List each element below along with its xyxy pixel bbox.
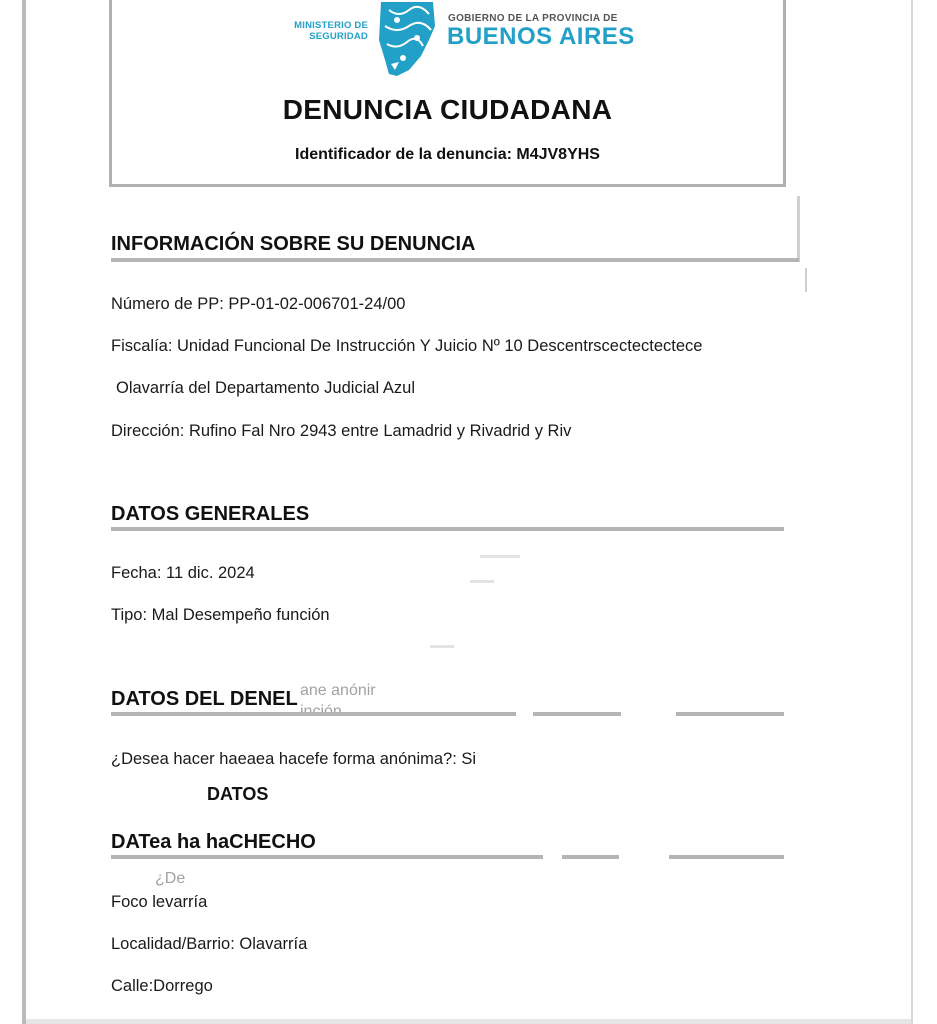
document-title: DENUNCIA CIUDADANA [282, 94, 613, 125]
anonymous-question: ¿Desea hacer haeaea hacefe forma anónima?: Si [111, 750, 477, 768]
pp-number: Número de PP: PP-01-02-006701-24/00 [111, 295, 406, 313]
page-edge-left [22, 0, 26, 1024]
scan-artifact [480, 555, 520, 558]
overlap-heading: DATOS [207, 784, 269, 804]
fiscalia: Fiscalía: Unidad Funcional De Instrucción Y Juicio Nº 10 Descentrscectectectece [111, 337, 703, 355]
scan-artifact [430, 645, 454, 648]
type: Tipo: Mal Desempeño función [111, 606, 330, 624]
complaint-identifier: Identificador de la denuncia: M4JV8YHS [295, 146, 600, 163]
section-rule [533, 712, 621, 716]
section-heading-complainant: DATOS DEL DENEL [111, 688, 298, 710]
section-heading-info: INFORMACIÓN SOBRE SU DENUNCIA [111, 233, 476, 255]
section-heading-incident: DATea ha haCHECHO [111, 831, 316, 853]
fiscalia-continued: Olavarría del Departamento Judicial Azul [116, 379, 415, 397]
page-bottom-edge [26, 1019, 911, 1024]
section-rule [111, 855, 543, 859]
section-heading-general: DATOS GENERALES [111, 503, 310, 525]
locality: Localidad/Barrio: Olavarría [111, 935, 308, 953]
section-rule [111, 527, 784, 531]
section-rule [562, 855, 619, 859]
section-rule [111, 712, 516, 716]
scan-artifact [470, 580, 494, 583]
date: Fecha: 11 dic. 2024 [111, 564, 255, 582]
document-header [109, 0, 786, 187]
section-rule [111, 258, 799, 262]
scan-artifact [805, 268, 807, 292]
address: Dirección: Rufino Fal Nro 2943 entre Lamadrid y Rivadrid y Riv [111, 422, 572, 440]
street: Calle:Dorrego [111, 977, 213, 995]
province-logo-text: BUENOS AIRES [447, 23, 635, 50]
province-map-logo-icon [375, 0, 439, 78]
overlap-text: ane anónir [300, 682, 376, 699]
ministry-logo-text: MINISTERIO DE SEGURIDAD [294, 20, 368, 42]
government-logo-text: GOBIERNO DE LA PROVINCIA DE [448, 13, 618, 24]
overlap-text: ¿De [155, 870, 186, 887]
scan-artifact [797, 196, 800, 262]
page-edge-right [911, 0, 913, 1024]
section-rule [676, 712, 784, 716]
section-rule [669, 855, 784, 859]
city: Foco levarría [111, 893, 208, 911]
